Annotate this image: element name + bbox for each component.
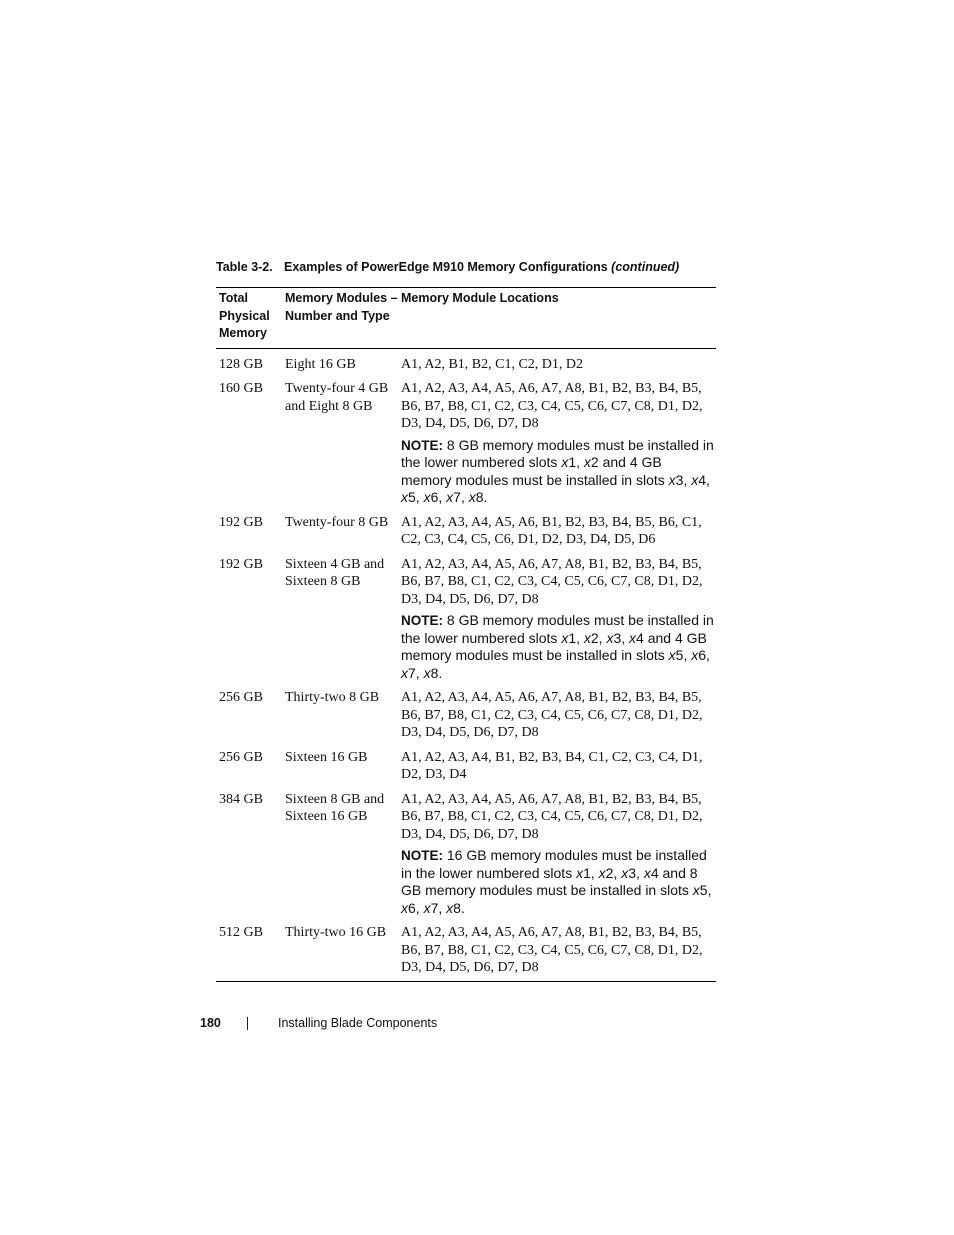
note-text: 2, <box>605 864 622 881</box>
total-cell: 256 GB <box>219 690 263 705</box>
locations-cell: A1, A2, A3, A4, A5, A6, B1, B2, B3, B4, B5, B6, C1, C2, C3, C4, C5, C6, D1, D2, D3, D4, D5, D6 <box>401 514 702 547</box>
table-row <box>216 742 716 784</box>
slot-prefix: x <box>606 629 614 646</box>
table-continued-label: (continued) <box>611 260 680 274</box>
locations-cell: A1, A2, A3, A4, A5, A6, A7, A8, B1, B2, B3, B4, B5, B6, B7, B8, C1, C2, C3, C4, C5, C6, C7, C8, D1, D2, D3, D4, D5, D6, D7, D8 <box>401 791 703 842</box>
note-text: 4 and 4 GB memory modules must be installed in slots <box>401 629 707 663</box>
slot-prefix: x <box>583 629 591 646</box>
note-text: 1, <box>568 454 584 470</box>
slot-prefix: x <box>668 647 676 663</box>
modules-cell: Thirty-two 16 GB <box>282 917 398 981</box>
note-text: 6, <box>430 489 447 505</box>
total-cell: 256 GB <box>219 749 263 765</box>
note-label: NOTE: <box>401 613 443 628</box>
table-row <box>216 784 716 844</box>
total-cell: 192 GB <box>219 556 263 572</box>
total-cell: 384 GB <box>219 791 263 807</box>
table-number: Table 3-2. <box>216 260 273 274</box>
slot-prefix: x <box>692 882 700 898</box>
note-text: 2 and 4 GB memory modules must be installed in slots <box>401 454 669 488</box>
note-row <box>216 608 716 682</box>
note-text: 3, <box>613 629 630 646</box>
modules-cell: Twenty-four 4 GB and Eight 8 GB <box>285 381 389 414</box>
slot-prefix: x <box>401 899 408 916</box>
memory-configurations-table <box>216 287 716 982</box>
slot-prefix: x <box>598 864 606 881</box>
locations-cell: A1, A2, A3, A4, A5, A6, A7, A8, B1, B2, B3, B4, B5, B6, B7, B8, C1, C2, C3, C4, C5, C6, C7, C8, D1, D2, D3, D4, D5, D6, D7, D8 <box>401 690 703 740</box>
slot-prefix: x <box>423 899 431 916</box>
total-cell: 192 GB <box>219 514 263 530</box>
total-cell: 128 GB <box>219 356 263 372</box>
modules-cell: Sixteen 4 GB and Sixteen 8 GB <box>285 556 385 589</box>
slot-prefix: x <box>423 664 431 681</box>
table-row <box>216 549 716 609</box>
slot-prefix: x <box>561 454 569 470</box>
slot-prefix: x <box>583 454 591 470</box>
slot-prefix: x <box>446 489 454 505</box>
slot-prefix: x <box>423 489 431 505</box>
note-text: 8. <box>453 899 465 916</box>
table-row <box>216 682 716 742</box>
header-memory-modules: Memory Modules – Number and Type <box>282 288 398 349</box>
note-text: 6, <box>698 647 710 663</box>
modules-cell: Eight 16 GB <box>285 356 356 372</box>
note-text: 7, <box>408 664 424 681</box>
page-number: 180 <box>200 1016 221 1030</box>
note-text: 5, <box>408 489 424 505</box>
slot-prefix: x <box>691 471 699 488</box>
slot-prefix: x <box>446 899 454 916</box>
modules-cell: Twenty-four 8 GB <box>285 514 389 530</box>
note-8gb-4gb-sixteen <box>398 608 716 682</box>
note-text: 5, <box>699 882 712 898</box>
modules-cell: Sixteen 16 GB <box>285 749 368 765</box>
page-footer <box>0 1016 954 1036</box>
section-title: Installing Blade Components <box>278 1016 438 1030</box>
slot-prefix: x <box>643 864 651 881</box>
total-cell: 512 GB <box>216 917 282 981</box>
note-text: 3, <box>675 471 692 488</box>
table-row <box>216 507 716 549</box>
locations-cell: A1, A2, A3, A4, A5, A6, A7, A8, B1, B2, B3, B4, B5, B6, B7, B8, C1, C2, C3, C4, C5, C6, C7, C8, D1, D2, D3, D4, D5, D6, D7, D8 <box>401 556 703 607</box>
slot-prefix: x <box>468 489 476 505</box>
note-row <box>216 433 716 507</box>
locations-cell: A1, A2, A3, A4, A5, A6, A7, A8, B1, B2, B3, B4, B5, B6, B7, B8, C1, C2, C3, C4, C5, C6, C7, C8, D1, D2, D3, D4, D5, D6, D7, D8 <box>398 917 716 981</box>
locations-cell: A1, A2, A3, A4, A5, A6, A7, A8, B1, B2, B3, B4, B5, B6, B7, B8, C1, C2, C3, C4, C5, C6, C7, C8, D1, D2, D3, D4, D5, D6, D7, D8 <box>401 381 703 431</box>
note-text: 4 and 8 GB memory modules must be installed in slots <box>401 864 698 898</box>
table-title: Examples of PowerEdge M910 Memory Configurations <box>284 260 608 274</box>
table-row <box>216 373 716 433</box>
note-text: 8. <box>430 664 443 681</box>
slot-prefix: x <box>668 471 676 488</box>
slot-prefix: x <box>691 647 699 663</box>
modules-cell: Thirty-two 8 GB <box>285 690 380 705</box>
slot-prefix: x <box>621 864 629 881</box>
table-caption <box>216 260 736 274</box>
note-text: 7, <box>430 899 447 916</box>
table-header-row <box>216 288 716 349</box>
note-label: NOTE: <box>401 437 443 453</box>
slot-prefix: x <box>561 629 569 646</box>
total-cell: 160 GB <box>219 381 263 396</box>
slot-prefix: x <box>576 864 584 881</box>
header-total-physical-memory: Total Physical Memory <box>216 288 282 349</box>
table-row <box>216 348 716 373</box>
slot-prefix: x <box>629 629 637 646</box>
note-text: 6, <box>408 899 424 916</box>
footer-separator <box>247 1017 248 1030</box>
note-text: 8. <box>475 489 488 505</box>
note-text: 1, <box>568 629 584 646</box>
header-module-locations: Memory Module Locations <box>398 288 716 349</box>
locations-cell: A1, A2, B1, B2, C1, C2, D1, D2 <box>401 356 584 372</box>
note-text: 4, <box>698 471 710 488</box>
note-text: 2, <box>590 629 607 646</box>
slot-prefix: x <box>401 664 408 681</box>
note-text: 16 GB memory modules must be installed in the lower numbered slots <box>401 847 707 881</box>
note-text: 8 GB memory modules must be installed in the lower numbered slots <box>401 612 714 646</box>
table-row <box>216 917 716 981</box>
note-text: 8 GB memory modules must be installed in the lower numbered slots <box>401 436 714 470</box>
note-text: 3, <box>628 864 644 881</box>
note-text: 7, <box>453 489 469 505</box>
note-row <box>216 843 716 917</box>
slot-prefix: x <box>401 489 408 505</box>
note-16gb-8gb <box>398 843 716 917</box>
note-text: 1, <box>583 864 599 881</box>
note-text: 5, <box>675 647 692 663</box>
modules-cell: Sixteen 8 GB and Sixteen 16 GB <box>285 791 385 824</box>
note-8gb-4gb <box>398 433 716 507</box>
note-label: NOTE: <box>401 848 443 863</box>
locations-cell: A1, A2, A3, A4, B1, B2, B3, B4, C1, C2, C3, C4, D1, D2, D3, D4 <box>401 749 703 782</box>
